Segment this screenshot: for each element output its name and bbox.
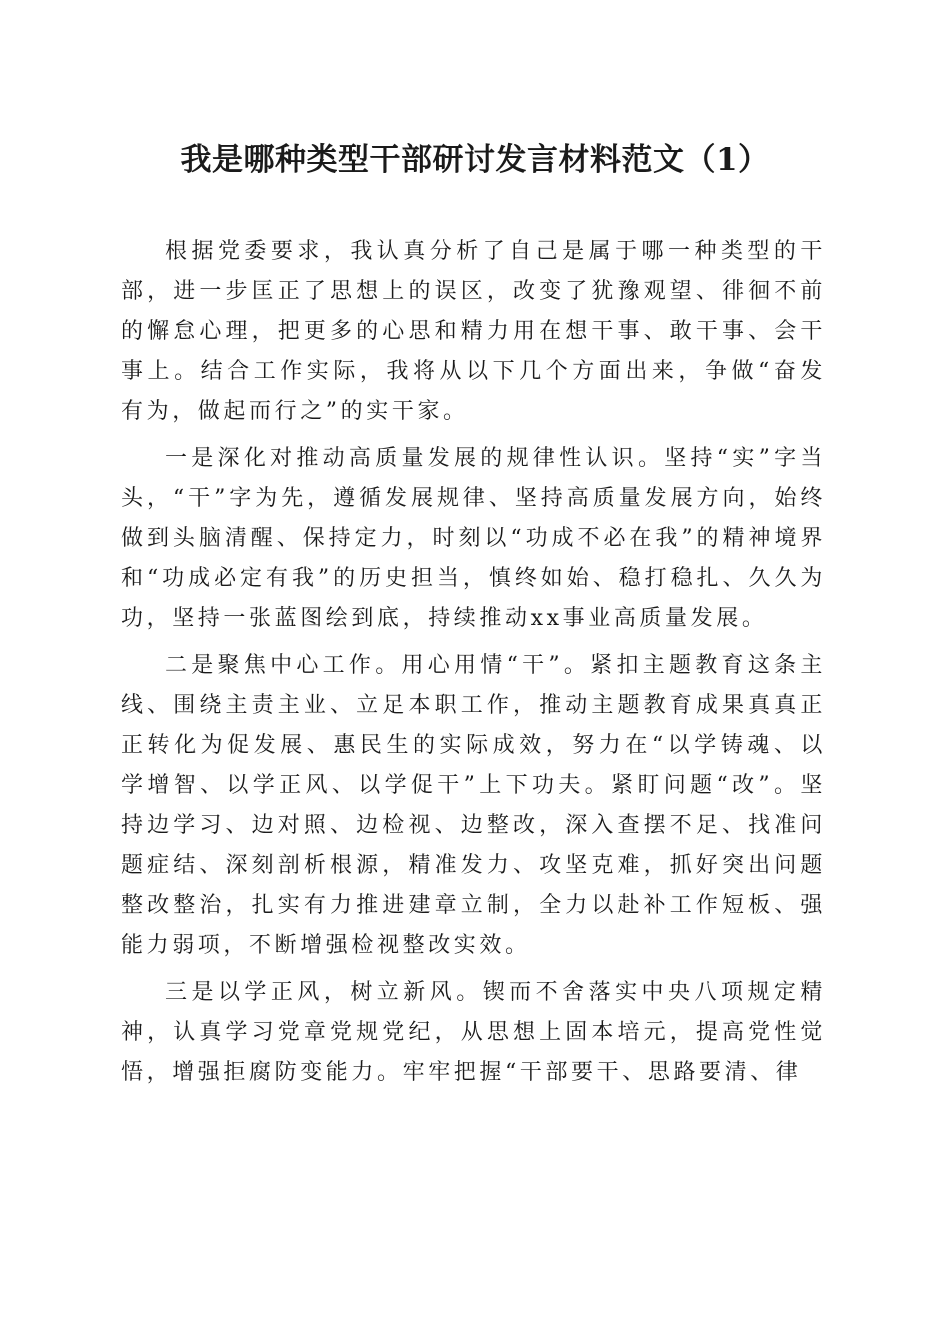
paragraph-text: 坚持“实”字当头，“干”字为先，遵循发展规律、坚持高质量发展方向，始终做到头脑清醒、保持定力，时刻以“功成不必在我”的精神境界和“功成必定有我”的历史担当，慎终如始、稳打稳扎、久久为功，坚持一张蓝图绘到底，持续推动xx事业高质量发展。 — [121, 446, 826, 631]
document-body — [121, 232, 826, 1093]
paragraph-text: 根据党委要求，我认真分析了自己是属于哪一种类型的干部，进一步匡正了思想上的误区，改变了犹豫观望、徘徊不前的懈怠心理，把更多的心思和精力用在想干事、敢干事、会干事上。结合工作实际，我将从以下几个方面出来，争做“奋发有为，做起而行之”的实干家。 — [121, 239, 826, 424]
paragraph-text: 锲而不舍落实中央八项规定精神，认真学习党章党规党纪，从思想上固本培元，提高党性觉悟，增强拒腐防变能力。牢牢把握“干部要干、思路要清、律 — [121, 980, 826, 1085]
paragraph-point-two — [121, 646, 826, 966]
paragraph-point-three — [121, 973, 826, 1093]
paragraph-lead: 一是深化对推动高质量发展的规律性认识。 — [165, 446, 665, 471]
document-title: 我是哪种类型干部研讨发言材料范文（1） — [180, 142, 770, 178]
paragraph-intro — [121, 232, 826, 432]
paragraph-point-one — [121, 439, 826, 639]
paragraph-lead: 三是以学正风，树立新风。 — [165, 980, 483, 1005]
paragraph-text: 用心用情“干”。紧扣主题教育这条主线、围绕主责主业、立足本职工作，推动主题教育成果真真正正转化为促发展、惠民生的实际成效，努力在“以学铸魂、以学增智、以学正风、以学促干”上下功夫。紧盯问题“改”。坚持边学习、边对照、边检视、边整改，深入查摆不足、找准问题症结、深刻剖析根源，精准发力、攻坚克难，抓好突出问题整改整治，扎实有力推进建章立制，全力以赴补工作短板、强能力弱项，不断增强检视整改实效。 — [121, 653, 826, 958]
paragraph-lead: 二是聚焦中心工作。 — [165, 653, 402, 678]
